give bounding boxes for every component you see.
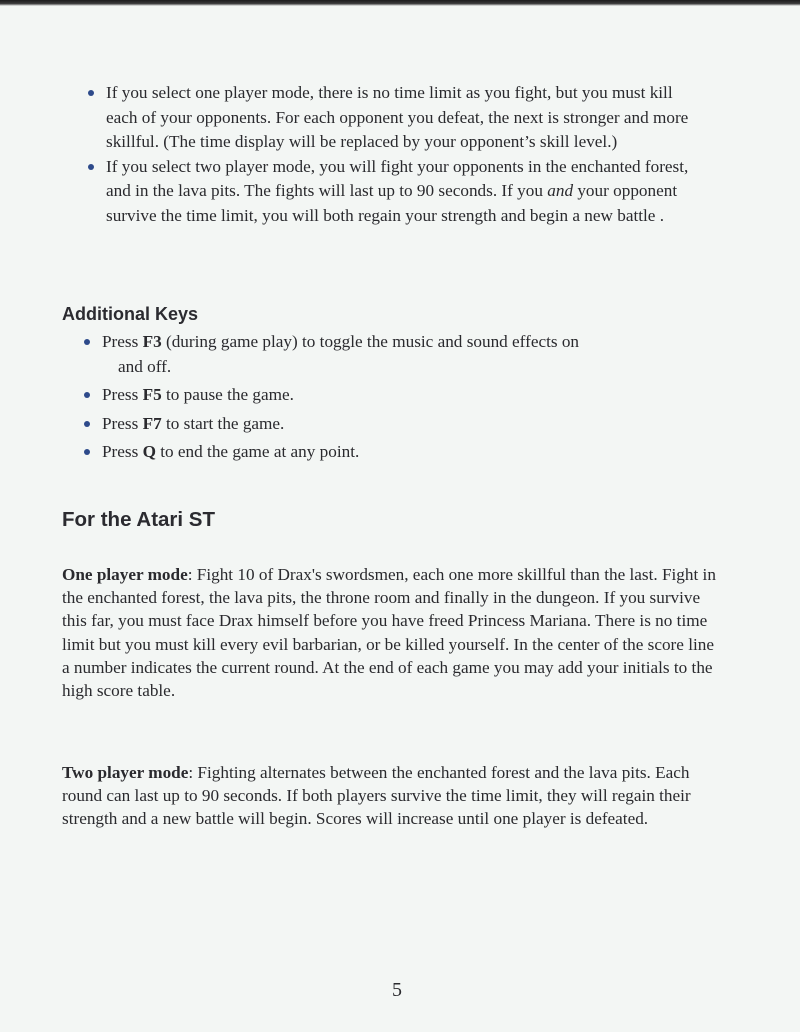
bullet-icon [84, 449, 90, 455]
key-f5: F5 [142, 385, 162, 404]
key-item-continuation: and off. [118, 356, 172, 376]
bullet-icon [88, 164, 94, 170]
mode-bullet-list [106, 81, 706, 228]
two-player-bullet-text-start: If you select two player mode, you will fight your opponents in the enchanted forest, and in the lava pits. The fights will last up to 90 seconds. If you [106, 156, 689, 200]
one-player-bullet-text: If you select one player mode, there is no time limit as you fight, but you must kill each of your opponents. For each opponent you defeat, the next is stronger and more skillful. (The time display will be replaced by your opponent’s skill level.) [106, 83, 689, 151]
key-f7: F7 [142, 413, 162, 433]
one-player-mode-text: : Fight 10 of Drax's swordsmen, each one more skillful than the last. Fight in the enchanted forest, the lava pits, the throne room and finally in the dungeon. If you survive this far, you must face Drax himself before you have freed Princess Mariana. There is no time limit but you must kill every evil barbarian, or be killed yourself. In the center of the score line a number indicates the current round. At the end of each game you may add your initials to the high score table. [62, 565, 716, 701]
two-player-mode-paragraph [62, 761, 722, 831]
key-item-text: Press [102, 413, 143, 433]
key-q: Q [142, 442, 156, 461]
key-item-text: to end the game at any point. [155, 442, 360, 461]
key-item-text: (during game play) to toggle the music and sound effects on [161, 332, 580, 351]
key-item-text: to start the game. [161, 413, 285, 433]
key-item-text: Press [102, 385, 143, 404]
bullet-icon [84, 339, 90, 345]
list-item [102, 440, 702, 465]
page-number: 5 [392, 979, 402, 1001]
list-item [102, 412, 702, 437]
two-player-mode-label: Two player mode [62, 763, 189, 782]
key-item-text: to pause the game. [161, 385, 294, 404]
one-player-mode-label: One player mode [62, 565, 188, 584]
bullet-icon [84, 392, 90, 398]
atari-st-heading: For the Atari ST [62, 508, 215, 531]
keys-bullet-list [102, 330, 702, 469]
list-item [102, 383, 702, 408]
key-f3: F3 [142, 332, 162, 351]
one-player-mode-paragraph [62, 563, 722, 702]
bullet-icon [84, 421, 90, 427]
two-player-mode-text: : Fighting alternates between the enchanted forest and the lava pits. Each round can last up to 90 seconds. If both players survive the time limit, they will regain their strength and a new battle will begin. Scores will increase until one player is defeated. [62, 763, 691, 829]
bullet-icon [88, 90, 94, 96]
emphasis-and: and [547, 181, 574, 200]
additional-keys-heading: Additional Keys [62, 304, 199, 324]
list-item [102, 330, 702, 379]
key-item-text: Press [102, 332, 143, 351]
two-player-bullet-text-end: your opponent survive the time limit, you will both regain your strength and begin a new battle . [106, 181, 678, 225]
key-item-text: Press [102, 442, 143, 461]
list-item [106, 81, 706, 155]
list-item [106, 155, 706, 229]
